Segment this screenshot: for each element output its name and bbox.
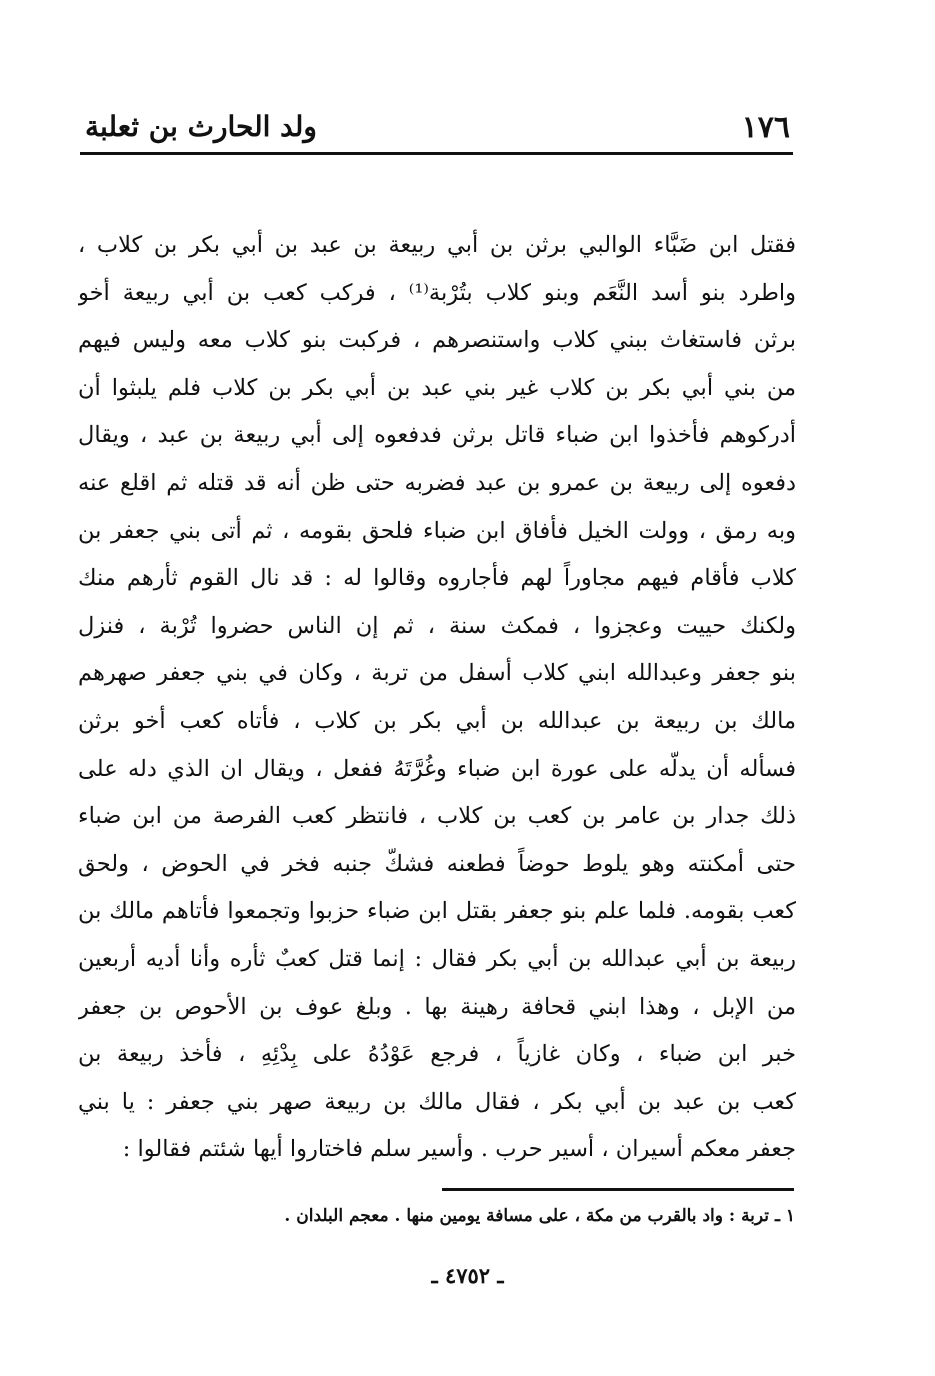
text-line: كعب بن عبد بن أبي بكر ، فقال مالك بن ربيعة صهر بني جعفر : يا بني	[78, 1088, 796, 1115]
folio-number: ـ ٤٧٥٢ ـ	[431, 1263, 504, 1288]
body-text	[78, 222, 796, 1174]
text-line: خبر ابن ضباء ، وكان غازياً ، فرجع عَوْدُهُ على بِدْئِهِ ، فأخذ ربيعة بن	[78, 1041, 796, 1068]
text-line: من الإبل ، وهذا ابني قحافة رهينة بها . وبلغ عوف بن الأحوص بن جعفر	[78, 993, 796, 1020]
text-line: كعب بقومه. فلما علم بنو جعفر بقتل ابن ضباء حزبوا وتجمعوا فأتاهم مالك بن	[78, 898, 796, 925]
text-line: حتى أمكنته وهو يلوط حوضاً فطعنه فشكّ جنبه فخر في الحوض ، ولحق	[78, 850, 796, 877]
text-line: ولكنك حييت وعجزوا ، فمكث سنة ، ثم إن الناس حضروا تُرْبة ، فنزل	[78, 612, 796, 639]
text-line: برثن فاستغاث ببني كلاب واستنصرهم ، فركبت بنو كلاب معه وليس فيهم	[78, 327, 796, 354]
text-line: ذلك جدار بن عامر بن كعب بن كلاب ، فانتظر كعب الفرصة من ابن ضباء	[78, 803, 796, 830]
text-line: مالك بن ربيعة بن عبدالله بن أبي بكر بن كلاب ، فأتاه كعب أخو برثن	[78, 707, 796, 734]
footnote-rule	[442, 1188, 794, 1191]
running-title: ولد الحارث بن ثعلبة	[85, 110, 317, 143]
text-line: ربيعة بن أبي عبدالله بن أبي بكر فقال : إنما قتل كعبٌ ثأره وأنا أديه أربعين	[78, 945, 796, 972]
text-line: جعفر معكم أسيران ، أسير حرب . وأسير سلم فاختاروا أيها شئتم فقالوا :	[122, 1136, 796, 1163]
text-line: بنو جعفر وعبدالله ابني كلاب أسفل من تربة ، وكان في بني جعفر صهرهم	[78, 660, 796, 687]
text-line: وبه رمق ، وولت الخيل فأفاق ابن ضباء فلحق بقومه ، ثم أتى بني جعفر بن	[78, 517, 796, 544]
header-rule	[80, 152, 793, 155]
text-line: من بني أبي بكر بن كلاب غير بني عبد بن أبي بكر بن كلاب فلم يلبثوا أن	[78, 374, 796, 401]
footnote: ١ ـ تربة : واد بالقرب من مكة ، على مسافة يومين منها . معجم البلدان .	[284, 1206, 795, 1226]
text-line: فقتل ابن ضَبَّاء الوالبي برثن بن أبي ربيعة بن عبد بن أبي بكر بن كلاب ،	[78, 232, 796, 258]
page-number: ١٧٦	[741, 110, 790, 145]
text-line: أدركوهم فأخذوا ابن ضباء قاتل برثن فدفعوه إلى أبي ربيعة بن عبد ، ويقال	[78, 422, 796, 449]
text-line: دفعوه إلى ربيعة بن عمرو بن عبد فضربه حتى ظن أنه قد قتله ثم اقلع عنه	[78, 469, 796, 496]
text-line: فسأله أن يدلّه على عورة ابن ضباء وغُرَّتَهُ ففعل ، ويقال ان الذي دله على	[78, 755, 796, 782]
text-line: كلاب فأقام فيهم مجاوراً لهم فأجاروه وقالوا له : قد نال القوم ثأرهم منك	[78, 565, 796, 592]
text-line: واطرد بنو أسد النَّعَم وبنو كلاب بتُرْبة⁽¹⁾ ، فركب كعب بن أبي ربيعة أخو	[78, 279, 796, 306]
